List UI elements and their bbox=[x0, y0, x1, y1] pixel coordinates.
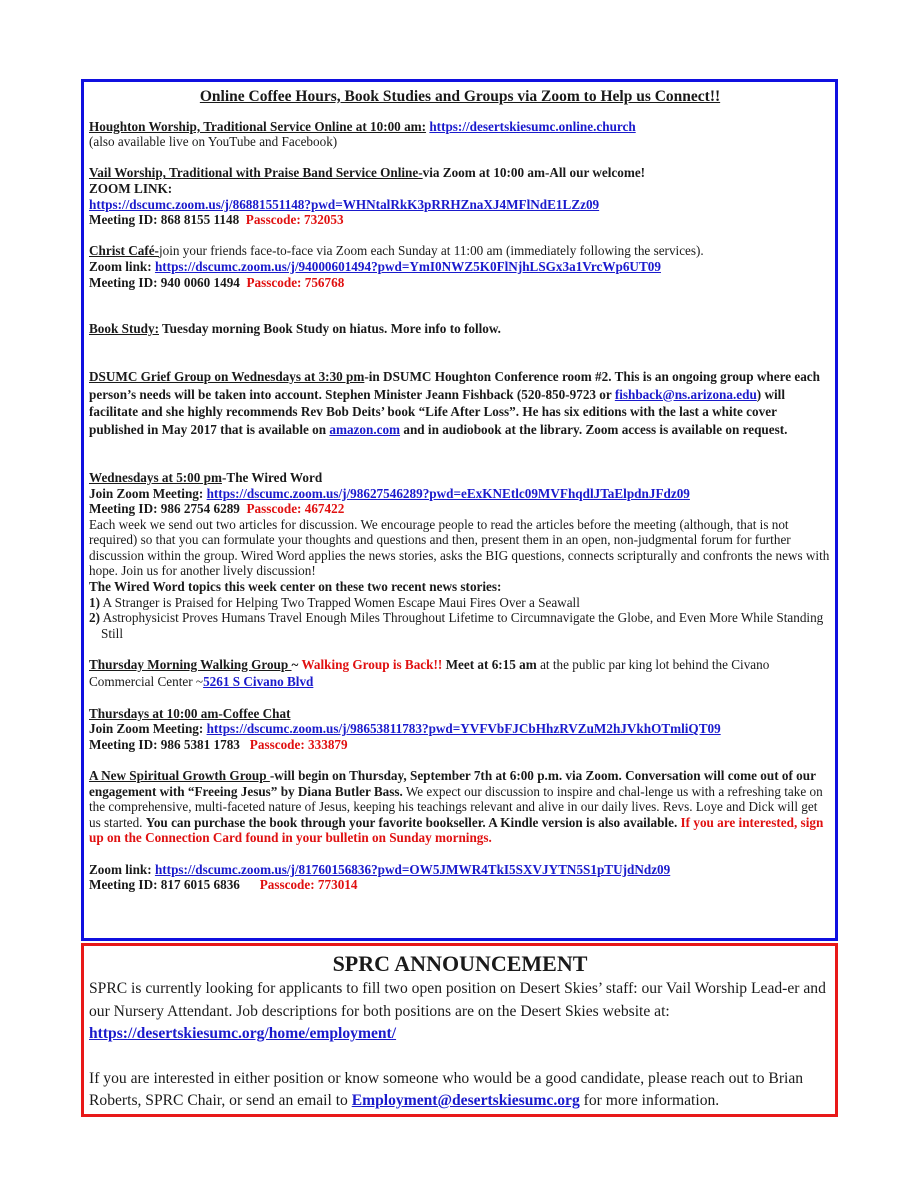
coffee-chat-meeting-id: Meeting ID: 986 5381 1783 bbox=[89, 736, 240, 752]
christ-cafe-detail: join your friends face-to-face via Zoom each Sunday at 11:00 am (immediately following the services). bbox=[158, 243, 704, 259]
grief-group bbox=[89, 368, 831, 439]
spiritual-growth-zoom bbox=[89, 862, 831, 893]
sprc-announcement-box bbox=[81, 943, 838, 1117]
topic-text: A Stranger is Praised for Helping Two Trapped Women Escape Maui Fires Over a Seawall bbox=[100, 594, 580, 610]
walking-group-detail: at the public par king lot behind the Civano Commercial Center ~ bbox=[89, 657, 770, 689]
christ-cafe-zoom-link[interactable]: https://dscumc.zoom.us/j/94000601494?pwd=YmI0NWZ5K0FlNjhLSGx3a1VrcWp6UT09 bbox=[154, 258, 661, 274]
wired-word bbox=[89, 470, 831, 642]
amazon-link[interactable]: amazon.com bbox=[329, 422, 401, 438]
wired-word-join-label: Join Zoom Meeting: bbox=[89, 485, 207, 501]
sprc-text3: for more information. bbox=[579, 1092, 720, 1109]
vail-zoom-label: ZOOM LINK: bbox=[89, 180, 173, 196]
topic-text: Astrophysicist Proves Humans Travel Enough Miles Throughout Lifetime to Circumnavigate the Globe, and Even More While Standing Still bbox=[100, 610, 824, 641]
coffee-chat-passcode: Passcode: 333879 bbox=[249, 736, 348, 752]
spiritual-growth-heading: A New Spiritual Growth Group bbox=[89, 768, 270, 783]
vail-zoom-link[interactable]: https://dscumc.zoom.us/j/86881551148?pwd=WHNtalRkK3pRRHZnaXJ4MFlNdE1LZz09 bbox=[89, 196, 600, 212]
christ-cafe bbox=[89, 243, 831, 290]
wired-word-heading-rest: -The Wired Word bbox=[222, 469, 323, 485]
vail-meeting-id: Meeting ID: 868 8155 1148 bbox=[89, 212, 240, 228]
walking-group-meet: Meet at 6:15 am bbox=[442, 657, 537, 673]
vail-worship bbox=[89, 165, 831, 227]
grief-group-heading: DSUMC Grief Group on Wednesdays at 3:30 pm bbox=[89, 368, 365, 384]
spiritual-growth-bold1: -will begin on Thursday, September 7th at 6:00 p.m. via Zoom. Conversation will come out of our engagement with “Freeing Jesus” by Diana Butler Bass. bbox=[89, 768, 816, 799]
wired-word-topics-heading: The Wired Word topics this week center on these two recent news stories: bbox=[89, 579, 502, 595]
spiritual-growth-zoom-label: Zoom link: bbox=[89, 861, 155, 877]
topic-item bbox=[89, 610, 831, 641]
sprc-employment-link[interactable]: https://desertskiesumc.org/home/employment/ bbox=[89, 1025, 397, 1042]
vail-heading: Vail Worship, Traditional with Praise Band Service Online- bbox=[89, 165, 423, 181]
vail-passcode: Passcode: 732053 bbox=[245, 212, 344, 228]
sprc-text1: SPRC is currently looking for applicants to fill two open position on Desert Skies’ staff: our Vail Worship Lead-er and our Nursery Attendant. Job descriptions for both positions are on the Desert Skies website at: bbox=[89, 980, 826, 1020]
coffee-chat bbox=[89, 706, 831, 753]
coffee-chat-zoom-link[interactable]: https://dscumc.zoom.us/j/98653811783?pwd=YVFVbFJCbHhzRVZuM2hJVkhOTmliQT09 bbox=[206, 721, 721, 737]
christ-cafe-zoom-label: Zoom link: bbox=[89, 258, 152, 274]
section-title: Online Coffee Hours, Book Studies and Groups via Zoom to Help us Connect!! bbox=[199, 88, 721, 105]
sprc-email-link[interactable]: Employment@desertskiesumc.org bbox=[351, 1092, 580, 1109]
christ-cafe-meeting-id: Meeting ID: 940 0060 1494 bbox=[89, 274, 240, 290]
wired-word-meeting-id: Meeting ID: 986 2754 6289 bbox=[89, 501, 240, 517]
sprc-content bbox=[89, 946, 831, 1113]
wired-word-heading: Wednesdays at 5:00 pm bbox=[89, 469, 222, 485]
christ-cafe-heading: Christ Café- bbox=[89, 243, 159, 259]
houghton-note: (also available live on YouTube and Facebook) bbox=[89, 134, 338, 150]
coffee-chat-heading: Thursdays at 10:00 am-Coffee Chat bbox=[89, 705, 291, 721]
sprc-text2: If you are interested in either position or know someone who would be a good candidate, please reach out to Brian Roberts, SPRC Chair, or send an email to bbox=[89, 1069, 804, 1109]
grief-group-text2: ) will facilitate and she highly recommends Rev Bob Deits’ book “Life After Loss”. He has six editions with the last a white cover published in May 2017 that is available on bbox=[89, 386, 786, 438]
sprc-title: SPRC ANNOUNCEMENT bbox=[332, 951, 588, 976]
wired-word-description: Each week we send out two articles for discussion. We encourage people to read the articles before the meeting (although, that is not required) so that you can formulate your thoughts and questions and then, present them in an open, non-judgmental forum for further discussion within the group. Wired Word applies the news stories, asks the BIG questions, connects scripturally and confronts the news with hope. Join us for another lively discussion! bbox=[89, 516, 830, 579]
grief-group-text3: and in audiobook at the library. Zoom access is available on request. bbox=[400, 422, 788, 438]
spiritual-growth-passcode: Passcode: 773014 bbox=[259, 877, 358, 893]
book-study-heading: Book Study: bbox=[89, 321, 159, 337]
walking-group-address-link[interactable]: 5261 S Civano Blvd bbox=[203, 673, 314, 689]
houghton-heading: Houghton Worship, Traditional Service Online at 10:00 am: bbox=[89, 118, 427, 134]
spiritual-growth-zoom-link[interactable]: https://dscumc.zoom.us/j/81760156836?pwd=OW5JMWR4TkI5SXVJYTN5S1pTUjdNdz09 bbox=[154, 861, 671, 877]
walking-group-tilde: ~ bbox=[291, 657, 302, 673]
grief-group-email-link[interactable]: fishback@ns.arizona.edu bbox=[614, 386, 757, 402]
spiritual-growth-bold2: You can purchase the book through your favorite bookseller. A Kindle version is also available. bbox=[145, 814, 681, 830]
walking-group-back: Walking Group is Back!! bbox=[301, 657, 443, 673]
online-groups-content bbox=[89, 82, 831, 893]
spiritual-growth-meeting-id: Meeting ID: 817 6015 6836 bbox=[89, 877, 240, 893]
topic-number: 1) bbox=[89, 594, 100, 610]
topic-number: 2) bbox=[89, 610, 100, 626]
topic-item bbox=[89, 595, 831, 611]
walking-group-heading: Thursday Morning Walking Group bbox=[89, 657, 292, 673]
online-groups-box bbox=[81, 79, 838, 941]
vail-detail: via Zoom at 10:00 am-All our welcome! bbox=[422, 165, 646, 181]
houghton-link[interactable]: https://desertskiesumc.online.church bbox=[429, 118, 636, 134]
spiritual-growth-signup: If you are interested, sign up on the Connection Card found in your bulletin on Sunday mornings. bbox=[89, 814, 824, 846]
wired-word-passcode: Passcode: 467422 bbox=[246, 501, 345, 517]
book-study bbox=[89, 321, 831, 337]
houghton-worship bbox=[89, 119, 831, 150]
book-study-detail: Tuesday morning Book Study on hiatus. More info to follow. bbox=[159, 321, 501, 337]
sprc-text2-block bbox=[89, 1068, 831, 1113]
walking-group bbox=[89, 657, 831, 690]
spiritual-growth-group bbox=[89, 768, 831, 846]
christ-cafe-passcode: Passcode: 756768 bbox=[246, 274, 345, 290]
wired-word-zoom-link[interactable]: https://dscumc.zoom.us/j/98627546289?pwd=eExKNEtlc09MVFhqdlJTaElpdnJFdz09 bbox=[206, 485, 690, 501]
spiritual-growth-plain: We expect our discussion to inspire and chal-lenge us with a refreshing take on the comprehensive, multi-faceted nature of Jesus, keeping his teachings relevant and alive in our daily lives. Revs. Loye and Dick will get us started. bbox=[89, 783, 823, 830]
grief-group-text1: -in DSUMC Houghton Conference room #2. This is an ongoing group where each person’s needs will be taken into account. Stephen Minister Jeann Fishback (520-850-9723 or bbox=[89, 368, 820, 402]
coffee-chat-join-label: Join Zoom Meeting: bbox=[89, 721, 207, 737]
